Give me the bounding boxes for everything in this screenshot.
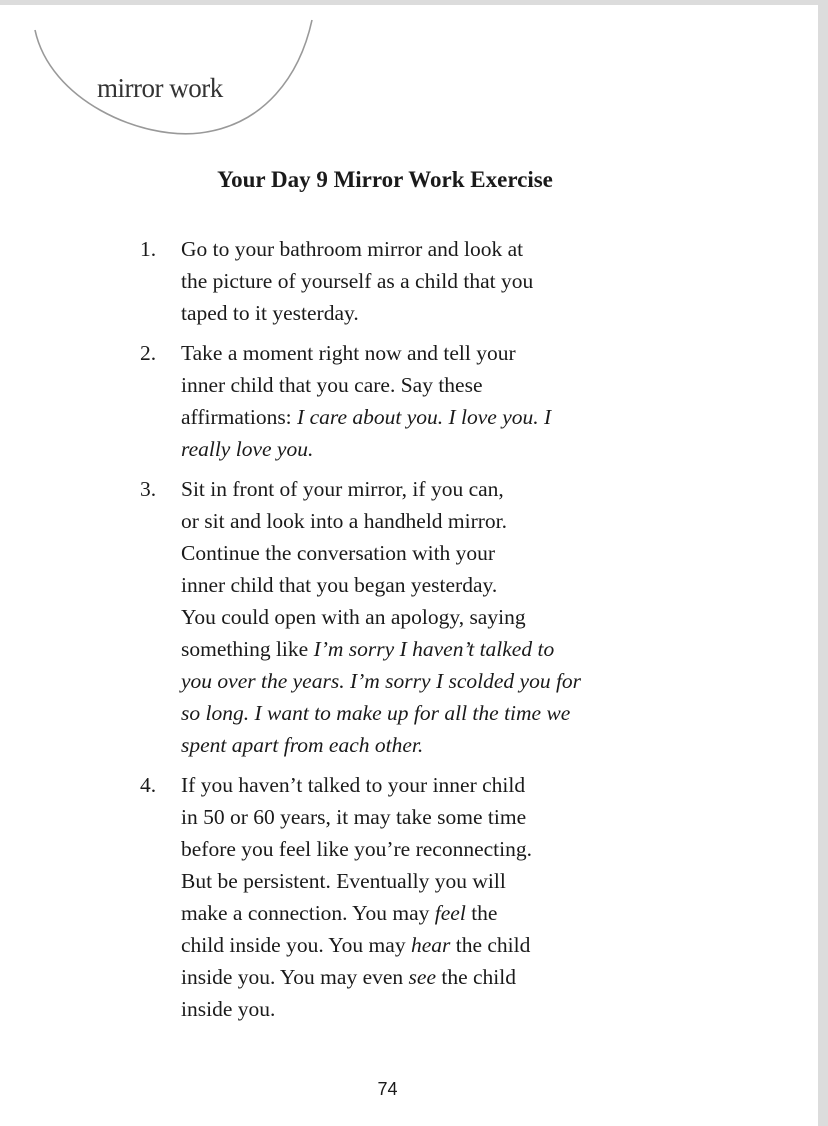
text-line — [181, 297, 660, 329]
text-line — [181, 929, 660, 961]
section-logo-text: mirror work — [97, 73, 223, 103]
text-line — [181, 401, 660, 433]
text-segment: Sit in front of your mirror, if you can, — [181, 477, 504, 501]
text-line — [181, 473, 660, 505]
text-line — [181, 769, 660, 801]
text-segment: But be persistent. Eventually you will — [181, 869, 506, 893]
text-line — [181, 961, 660, 993]
text-line — [181, 505, 660, 537]
item-number: 2. — [140, 341, 157, 365]
list-item — [140, 337, 660, 465]
list-item — [140, 769, 660, 1025]
text-segment: taped to it yesterday. — [181, 301, 359, 325]
italic-text: so long. I want to make up for all the time we — [181, 701, 571, 725]
italic-text: you over the years. I’m sorry I scolded you for — [181, 669, 582, 693]
text-segment: You could open with an apology, saying — [181, 605, 526, 629]
text-line — [181, 233, 660, 265]
list-item — [140, 473, 660, 761]
text-segment: child inside you. You may — [181, 933, 411, 957]
text-line — [181, 897, 660, 929]
text-segment: or sit and look into a handheld mirror. — [181, 509, 508, 533]
text-segment: before you feel like you’re reconnecting. — [181, 837, 533, 861]
text-segment: Go to your bathroom mirror and look at — [181, 237, 524, 261]
exercise-title: Your Day 9 Mirror Work Exercise — [217, 167, 553, 192]
text-line — [181, 265, 660, 297]
text-line — [181, 337, 660, 369]
text-line — [181, 665, 660, 697]
text-line — [181, 697, 660, 729]
item-number: 1. — [140, 237, 157, 261]
text-segment: inner child that you began yesterday. — [181, 573, 498, 597]
text-segment: inside you. You may even — [181, 965, 409, 989]
text-segment: inside you. — [181, 997, 276, 1021]
text-segment: in 50 or 60 years, it may take some time — [181, 805, 527, 829]
text-line — [181, 369, 660, 401]
text-line — [181, 537, 660, 569]
book-page — [0, 5, 818, 1126]
text-segment: the child — [450, 933, 531, 957]
exercise-steps — [140, 233, 660, 1033]
text-segment: something like — [181, 637, 314, 661]
list-item — [140, 233, 660, 329]
text-segment: inner child that you care. Say these — [181, 373, 483, 397]
italic-text: hear — [410, 933, 451, 957]
italic-text: I’m sorry I haven’t talked to — [313, 637, 555, 661]
text-segment: the picture of yourself as a child that you — [181, 269, 534, 293]
text-segment: the — [465, 901, 498, 925]
text-line — [181, 993, 660, 1025]
text-segment: Take a moment right now and tell your — [181, 341, 516, 365]
text-line — [181, 433, 660, 465]
text-segment: make a connection. You may — [181, 901, 435, 925]
page-number: 74 — [377, 1079, 398, 1099]
italic-text: spent apart from each other. — [181, 733, 424, 757]
text-line — [181, 633, 660, 665]
italic-text: see — [408, 965, 436, 989]
italic-text: feel — [434, 901, 466, 925]
item-number: 4. — [140, 773, 157, 797]
text-line — [181, 865, 660, 897]
item-number: 3. — [140, 477, 157, 501]
text-line — [181, 569, 660, 601]
italic-text: really love you. — [181, 437, 314, 461]
text-line — [181, 729, 660, 761]
text-line — [181, 601, 660, 633]
text-line — [181, 801, 660, 833]
text-segment: If you haven’t talked to your inner child — [181, 773, 526, 797]
text-segment: Continue the conversation with your — [181, 541, 496, 565]
text-segment: the child — [436, 965, 517, 989]
text-line — [181, 833, 660, 865]
italic-text: I care about you. I love you. I — [297, 405, 552, 429]
text-segment: affirmations: — [181, 405, 298, 429]
